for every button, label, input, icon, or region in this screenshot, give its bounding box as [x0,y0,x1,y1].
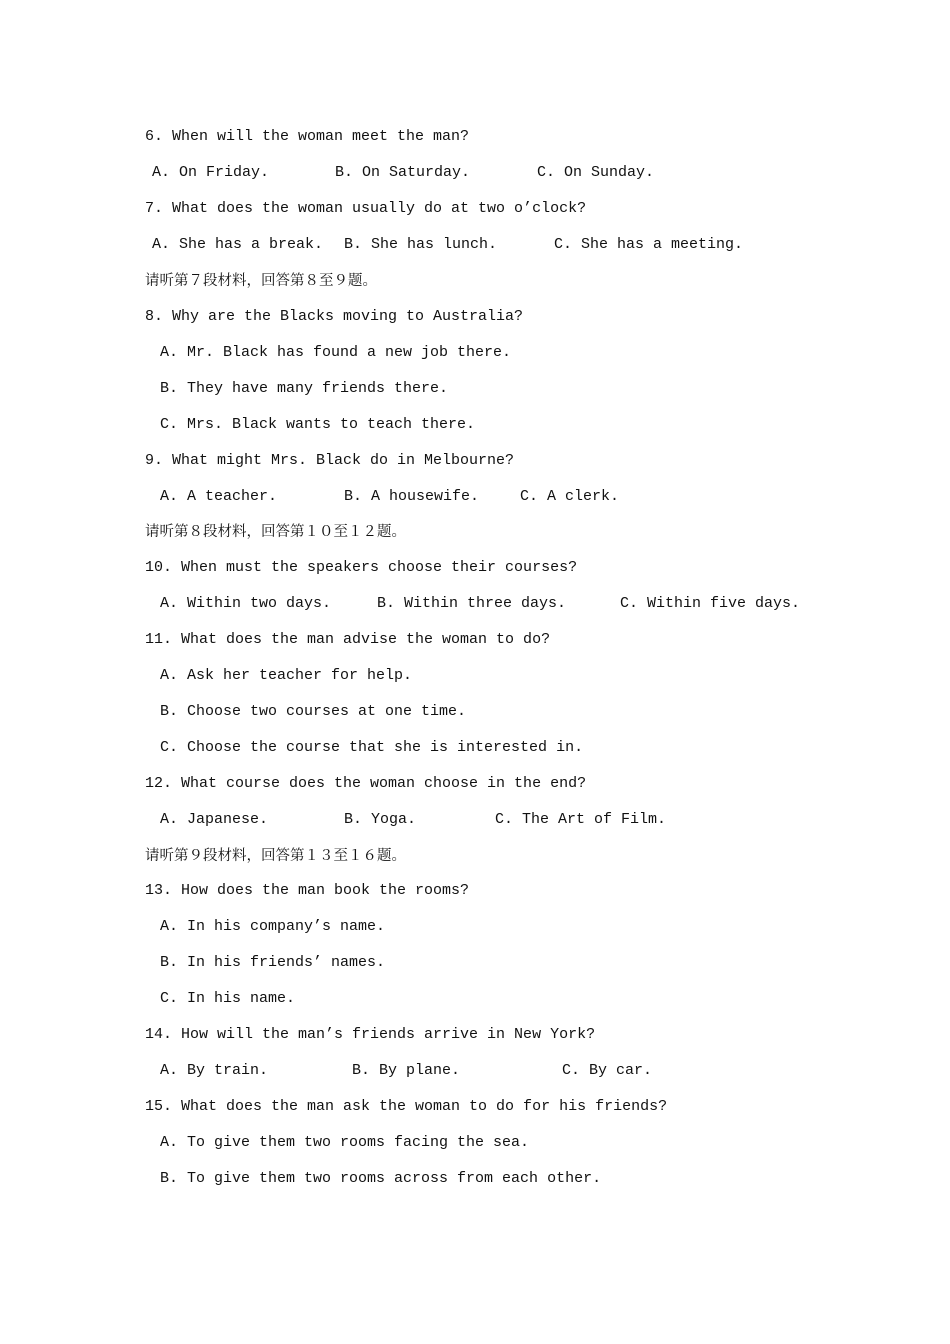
section-7-instruction: 请听第７段材料，回答第８至９题。 [145,273,377,289]
q11-option-b: B. Choose two courses at one time. [160,703,467,720]
q11-option-c: C. Choose the course that she is interested in. [160,739,584,756]
q7-option-c: C. She has a meeting. [554,236,744,253]
q14-option-b: B. By plane. [352,1062,461,1079]
question-14: 14. How will the man’s friends arrive in New York? [145,1026,596,1043]
q12-option-c: C. The Art of Film. [495,811,667,828]
q6-option-a: A. On Friday. [152,164,270,181]
q9-option-c: C. A clerk. [520,488,620,505]
q13-option-a: A. In his company’s name. [160,918,386,935]
q14-option-c: C. By car. [562,1062,653,1079]
q14-option-a: A. By train. [160,1062,269,1079]
q10-option-a: A. Within two days. [160,595,332,612]
q6-option-c: C. On Sunday. [537,164,655,181]
q8-option-a: A. Mr. Black has found a new job there. [160,344,512,361]
question-11: 11. What does the man advise the woman to do? [145,631,551,648]
q10-option-c: C. Within five days. [620,595,801,612]
question-12: 12. What course does the woman choose in the end? [145,775,587,792]
q7-option-b: B. She has lunch. [344,236,498,253]
q9-option-b: B. A housewife. [344,488,480,505]
section-8-instruction: 请听第８段材料，回答第１０至１２题。 [145,524,406,540]
question-10: 10. When must the speakers choose their courses? [145,559,578,576]
q6-option-b: B. On Saturday. [335,164,471,181]
section-9-instruction: 请听第９段材料，回答第１３至１６题。 [145,848,406,864]
question-15: 15. What does the man ask the woman to do for his friends? [145,1098,668,1115]
question-7: 7. What does the woman usually do at two o’clock? [145,200,587,217]
q13-option-c: C. In his name. [160,990,296,1007]
question-9: 9. What might Mrs. Black do in Melbourne? [145,452,515,469]
q12-option-b: B. Yoga. [344,811,417,828]
q7-option-a: A. She has a break. [152,236,324,253]
q15-option-b: B. To give them two rooms across from each other. [160,1170,602,1187]
question-13: 13. How does the man book the rooms? [145,882,470,899]
q15-option-a: A. To give them two rooms facing the sea. [160,1134,530,1151]
q8-option-b: B. They have many friends there. [160,380,449,397]
q12-option-a: A. Japanese. [160,811,269,828]
q13-option-b: B. In his friends’ names. [160,954,386,971]
question-6: 6. When will the woman meet the man? [145,128,470,145]
q11-option-a: A. Ask her teacher for help. [160,667,413,684]
q9-option-a: A. A teacher. [160,488,278,505]
q10-option-b: B. Within three days. [377,595,567,612]
question-8: 8. Why are the Blacks moving to Australia? [145,308,524,325]
q8-option-c: C. Mrs. Black wants to teach there. [160,416,476,433]
